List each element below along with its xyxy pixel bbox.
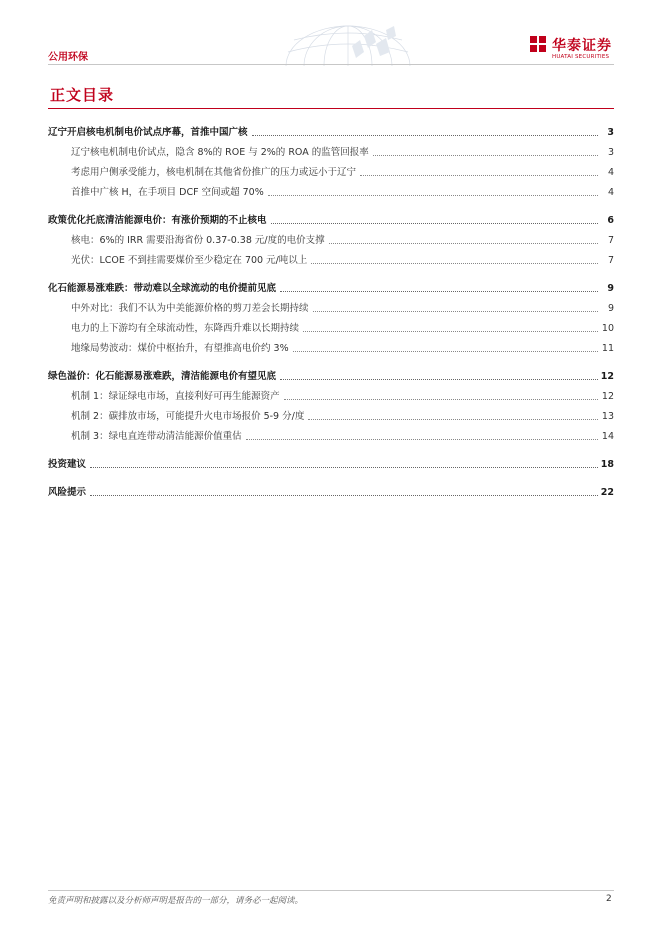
toc-title-divider [48, 108, 614, 109]
toc-leader-dots [280, 378, 598, 380]
toc-entry-page: 4 [607, 167, 614, 178]
toc-entry-text: 机制 1：绿证绿电市场，直接利好可再生能源资产 [71, 391, 280, 402]
header-divider [48, 64, 614, 65]
toc-leader-dots [308, 418, 598, 420]
toc-entry-text: 首推中广核 H，在手项目 DCF 空间或超 70% [71, 187, 264, 198]
toc-entry-text: 光伏：LCOE 不到挂需要煤价至少稳定在 700 元/吨以上 [71, 255, 308, 266]
toc-leader-dots [313, 310, 598, 312]
toc-entry[interactable] [48, 479, 614, 499]
toc-leader-dots [246, 438, 598, 440]
page-number: 2 [606, 894, 612, 904]
toc-entry-page: 13 [601, 411, 614, 422]
toc-entry-page: 9 [607, 303, 614, 314]
table-of-contents [48, 119, 614, 499]
toc-entry[interactable] [48, 119, 614, 139]
toc-entry[interactable] [48, 179, 614, 199]
toc-entry-text: 电力的上下游均有全球流动性，东降西升难以长期持续 [71, 323, 300, 334]
footer-divider [48, 890, 614, 891]
toc-entry-text: 化石能源易涨难跌：带动难以全球流动的电价提前见底 [48, 283, 277, 294]
toc-entry-text: 绿色溢价：化石能源易涨难跌，清洁能源电价有望见底 [48, 371, 277, 382]
toc-entry-page: 6 [607, 215, 614, 226]
toc-title: 正文目录 [50, 86, 115, 104]
toc-entry-text: 地缘局势波动：煤价中枢抬升，有望推高电价约 3% [71, 343, 289, 354]
page-header [0, 0, 662, 70]
toc-leader-dots [280, 290, 598, 292]
toc-entry[interactable] [48, 363, 614, 383]
globe-graphic [268, 22, 428, 66]
toc-entry[interactable] [48, 403, 614, 423]
toc-entry[interactable] [48, 295, 614, 315]
toc-entry[interactable] [48, 159, 614, 179]
toc-entry-text: 中外对比：我们不认为中美能源价格的剪刀差会长期持续 [71, 303, 309, 314]
toc-leader-dots [268, 194, 598, 196]
toc-entry-text: 机制 2：碳排放市场，可能提升火电市场报价 5-9 分/度 [71, 411, 305, 422]
brand-logo [528, 34, 618, 64]
toc-entry-page: 3 [607, 147, 614, 158]
toc-entry-page: 12 [601, 391, 614, 402]
logo-name-en: HUATAI SECURITIES [552, 54, 610, 60]
toc-entry-page: 14 [601, 431, 614, 442]
toc-entry-page: 7 [607, 235, 614, 246]
toc-entry-page: 11 [601, 343, 614, 354]
logo-name-cn: 华泰证券 [552, 38, 612, 54]
toc-leader-dots [303, 330, 598, 332]
toc-leader-dots [271, 222, 598, 224]
toc-entry[interactable] [48, 423, 614, 443]
toc-leader-dots [252, 134, 598, 136]
toc-entry[interactable] [48, 315, 614, 335]
toc-entry[interactable] [48, 247, 614, 267]
toc-leader-dots [373, 154, 598, 156]
toc-leader-dots [284, 398, 598, 400]
toc-entry[interactable] [48, 275, 614, 295]
toc-entry[interactable] [48, 139, 614, 159]
logo-mark-icon [528, 34, 548, 56]
toc-entry-page: 4 [607, 187, 614, 198]
toc-leader-dots [90, 494, 598, 496]
toc-entry-page: 12 [600, 371, 614, 382]
toc-entry[interactable] [48, 451, 614, 471]
toc-entry-text: 考虑用户侧承受能力，核电机制在其他省份推广的压力或远小于辽宁 [71, 167, 357, 178]
toc-entry-page: 22 [600, 487, 614, 498]
toc-entry-text: 政策优化托底清洁能源电价：有涨价预期的不止核电 [48, 215, 267, 226]
toc-entry-text: 风险提示 [48, 487, 87, 498]
toc-leader-dots [90, 466, 598, 468]
toc-entry[interactable] [48, 227, 614, 247]
toc-entry-page: 7 [607, 255, 614, 266]
toc-leader-dots [360, 174, 598, 176]
toc-entry-page: 3 [607, 127, 614, 138]
toc-entry-page: 10 [601, 323, 614, 334]
toc-entry[interactable] [48, 383, 614, 403]
toc-entry-text: 辽宁开启核电机制电价试点序幕，首推中国广核 [48, 127, 248, 138]
toc-leader-dots [293, 350, 598, 352]
toc-entry[interactable] [48, 207, 614, 227]
toc-leader-dots [311, 262, 598, 264]
toc-entry[interactable] [48, 335, 614, 355]
toc-leader-dots [329, 242, 598, 244]
toc-entry-text: 投资建议 [48, 459, 87, 470]
toc-entry-page: 18 [600, 459, 614, 470]
section-tag: 公用环保 [48, 52, 88, 63]
toc-entry-page: 9 [607, 283, 614, 294]
toc-entry-text: 核电：6%的 IRR 需要沿海省份 0.37-0.38 元/度的电价支撑 [71, 235, 325, 246]
toc-entry-text: 辽宁核电机制电价试点，隐含 8%的 ROE 与 2%的 ROA 的监管回报率 [71, 147, 369, 158]
toc-entry-text: 机制 3：绿电直连带动清洁能源价值重估 [71, 431, 242, 442]
disclaimer-note: 免责声明和披露以及分析师声明是报告的一部分，请务必一起阅读。 [48, 896, 304, 906]
